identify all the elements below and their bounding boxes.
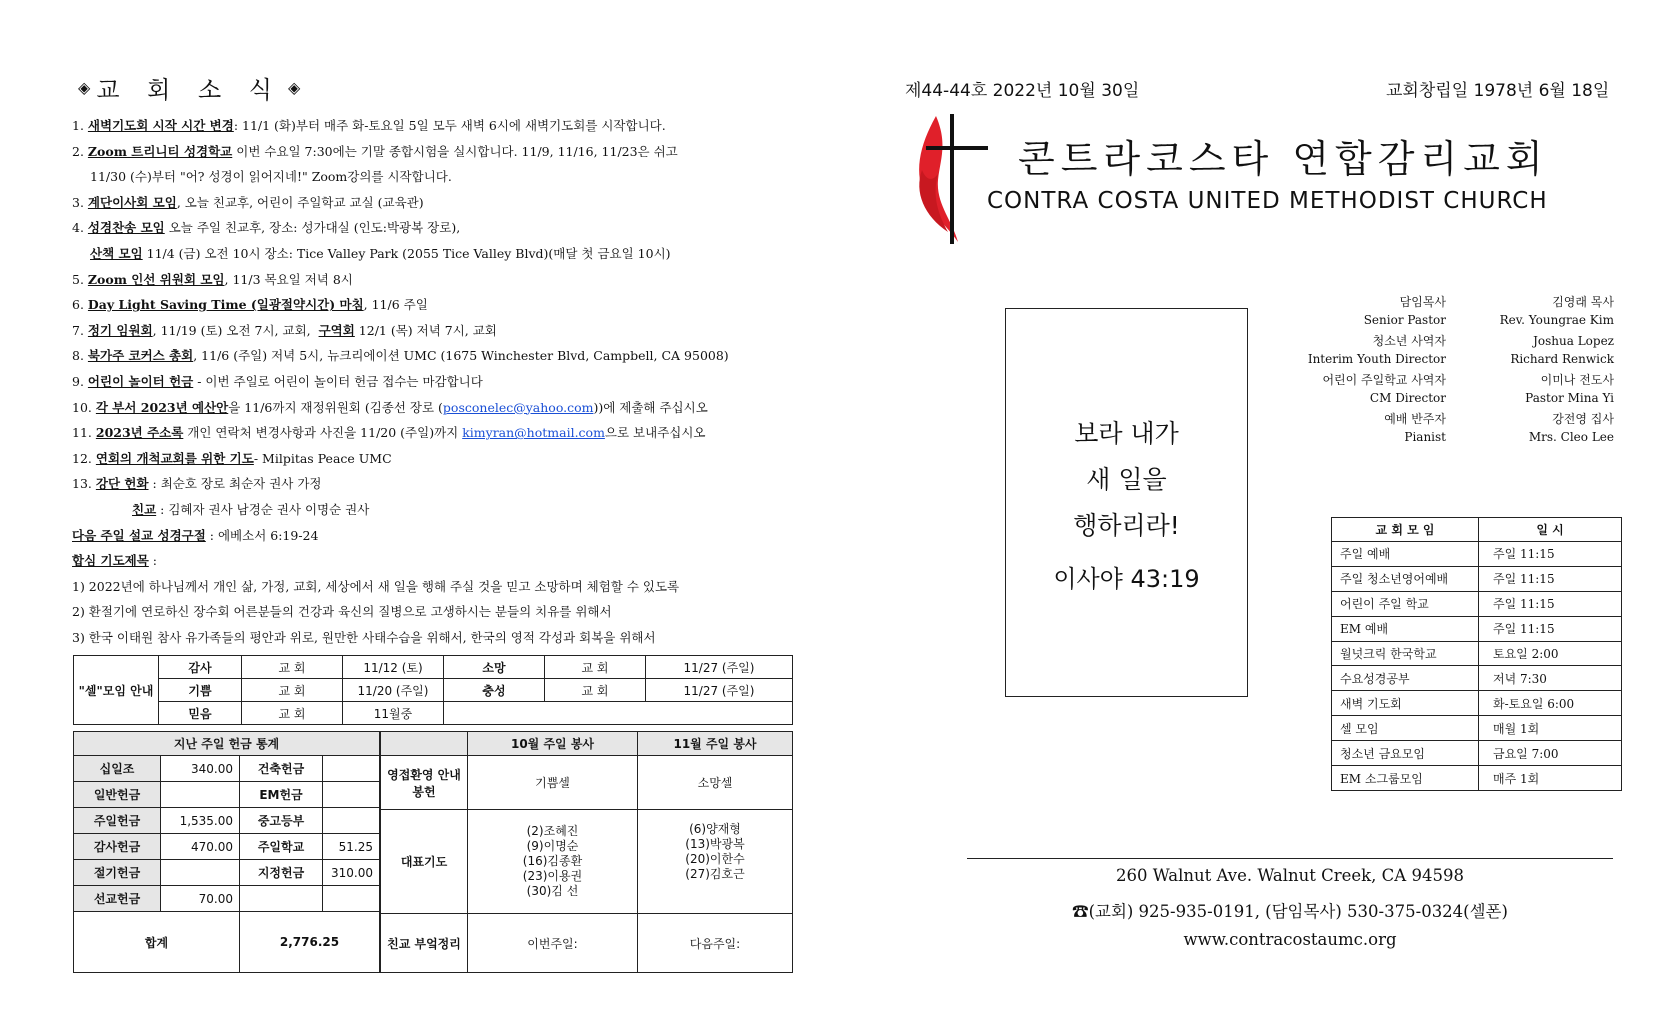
meeting-time: 매주 1회: [1479, 766, 1622, 791]
service-corner: [381, 732, 468, 756]
verse-box: [1005, 308, 1248, 697]
news-item: 합심 기도제목 :: [72, 553, 157, 569]
offering-total-value: 2,776.25: [240, 912, 380, 973]
prayer-item: 1) 2022년에 하나님께서 개인 삶, 가정, 교회, 세상에서 새 일을 행해 주실 것을 믿고 소망하며 체험할 수 있도록: [72, 578, 680, 594]
meeting-time: 주일 11:15: [1479, 566, 1622, 591]
offering-label: 지정헌금: [240, 860, 323, 886]
diamond-icon: ◈: [287, 78, 301, 97]
meeting-name: EM 예배: [1332, 616, 1479, 641]
cell-name: 소망: [444, 656, 545, 679]
service-cell: (6)양재형 (13)박광복 (20)이한수 (27)김호근: [638, 810, 793, 914]
staff-name: 김영래 목사: [1552, 295, 1614, 309]
staff-role: Interim Youth Director: [1307, 351, 1446, 366]
staff-role: Pianist: [1404, 429, 1446, 444]
meeting-time: 금요일 7:00: [1479, 741, 1622, 766]
service-month-header: 11월 주일 봉사: [638, 732, 793, 756]
email-link[interactable]: posconelec@yahoo.com: [442, 399, 594, 415]
cell-name: 믿음: [159, 702, 242, 725]
service-cell: 이번주일:: [468, 914, 638, 973]
offering-label: 절기헌금: [74, 860, 161, 886]
staff-name: Mrs. Cleo Lee: [1528, 429, 1614, 444]
offering-label: EM헌금: [240, 782, 323, 808]
cell-place: 교 회: [242, 702, 343, 725]
news-item: 13. 강단 헌화 : 최순호 장로 최순자 권사 가정: [72, 476, 322, 492]
news-item: 12. 연회의 개척교회를 위한 기도- Milpitas Peace UMC: [72, 450, 392, 466]
offering-value: [323, 886, 380, 912]
meeting-name: 청소년 금요모임: [1332, 741, 1479, 766]
issue-number: 제44-44호 2022년 10월 30일: [905, 81, 1140, 101]
church-address: 260 Walnut Ave. Walnut Creek, CA 94598: [1116, 866, 1464, 885]
service-cell: 소망셀: [638, 756, 793, 810]
meeting-name: 수요성경공부: [1332, 666, 1479, 691]
email-link[interactable]: kimyran@hotmail.com: [462, 425, 605, 441]
cell-place: 교 회: [242, 656, 343, 679]
meeting-time: 토요일 2:00: [1479, 641, 1622, 666]
cell-place: 교 회: [545, 679, 646, 702]
news-item: 8. 북가주 코커스 총회, 11/6 (주일) 저녁 5시, 뉴크리에이션 UMC (1675 Winchester Blvd, Campbell, CA 95008): [72, 348, 729, 364]
meeting-name: 주일 청소년영어예배: [1332, 566, 1479, 591]
staff-names: [1470, 294, 1614, 446]
news-item: 11. 2023년 주소록 개인 연락처 변경사항과 사진을 11/20 (주일)까지 kimyran@hotmail.com으로 보내주십시오: [72, 425, 706, 441]
offering-label: 중고등부: [240, 808, 323, 834]
offering-label: [240, 886, 323, 912]
verse-line: 보라 내가: [1074, 419, 1179, 448]
news-title: 교 회 소 식: [96, 76, 282, 104]
service-cell: (2)조혜진 (9)이명순 (16)김종환 (23)이용권 (30)김 선: [468, 810, 638, 914]
staff-role: CM Director: [1369, 390, 1446, 405]
church-name-english: CONTRA COSTA UNITED METHODIST CHURCH: [987, 188, 1548, 214]
service-cell: 기쁨셀: [468, 756, 638, 810]
meeting-name: 어린이 주일 학교: [1332, 591, 1479, 616]
cell-name: 기쁨: [159, 679, 242, 702]
cell-date: 11/27 (주일): [646, 679, 793, 702]
news-item: 7. 정기 임원회, 11/19 (토) 오전 7시, 교회, 구역회 12/1 (목) 저녁 7시, 교회: [72, 322, 497, 338]
verse-line: 행하리라!: [1073, 511, 1180, 540]
staff-name: Pastor Mina Yi: [1525, 390, 1614, 405]
news-item: 2. Zoom 트리니티 성경학교 이번 수요일 7:30에는 기말 종합시험을 실시합니다. 11/9, 11/16, 11/23은 쉬고: [72, 143, 678, 159]
service-month-header: 10월 주일 봉사: [468, 732, 638, 756]
news-item: 10. 각 부서 2023년 예산안을 11/6까지 재정위원회 (김종선 장로 (posconelec@yahoo.com))에 제출해 주십시오: [72, 399, 708, 415]
news-item: 9. 어린이 놀이터 헌금 - 이번 주일로 어린이 놀이터 헌금 접수는 마감합니다: [72, 373, 483, 389]
cross-flame-icon: [908, 108, 1000, 248]
offering-label: 선교헌금: [74, 886, 161, 912]
church-news: [72, 70, 792, 650]
news-item: 산책 모임 11/4 (금) 오전 10시 장소: Tice Valley Park (2055 Tice Valley Blvd)(매달 첫 금요일 10시): [90, 245, 671, 261]
cell-empty: [444, 702, 793, 725]
news-item: 다음 주일 설교 성경구절 : 에베소서 6:19-24: [72, 527, 319, 543]
prayer-item: 3) 한국 이태원 참사 유가족들의 평안과 위로, 원만한 사태수습을 위해서, 한국의 영적 각성과 회복을 위해서: [72, 629, 656, 645]
founded-date: 교회창립일 1978년 6월 18일: [1386, 81, 1610, 101]
staff-name: Rev. Youngrae Kim: [1499, 312, 1614, 327]
meetings-header: 교 회 모 임: [1332, 518, 1479, 542]
offering-value: 1,535.00: [161, 808, 240, 834]
meetings-header: 일 시: [1479, 518, 1622, 542]
staff-role: Senior Pastor: [1363, 312, 1446, 327]
news-item: 11/30 (수)부터 "어? 성경이 읽어지네!" Zoom강의를 시작합니다.: [90, 169, 452, 185]
meetings-table: [1331, 517, 1622, 791]
staff-name: 이미나 전도사: [1540, 373, 1614, 387]
meeting-name: 주일 예배: [1332, 542, 1479, 567]
meeting-time: 주일 11:15: [1479, 591, 1622, 616]
cell-date: 11/20 (주일): [343, 679, 444, 702]
church-website[interactable]: www.contracostaumc.org: [1183, 930, 1397, 949]
news-item: 친교 : 김혜자 권사 남경순 권사 이명순 권사: [132, 501, 370, 517]
meeting-time: 저녁 7:30: [1479, 666, 1622, 691]
meeting-time: 화-토요일 6:00: [1479, 691, 1622, 716]
cell-date: 11/27 (주일): [646, 656, 793, 679]
offering-value: 340.00: [161, 756, 240, 782]
cell-place: 교 회: [545, 656, 646, 679]
service-role: 영접환영 안내봉헌: [381, 756, 468, 810]
news-item: 1. 새벽기도회 시작 시간 변경: 11/1 (화)부터 매주 화-토요일 5일 모두 새벽 6시에 새벽기도회를 시작합니다.: [72, 118, 666, 133]
cell-date: 11월중: [343, 702, 444, 725]
meeting-time: 주일 11:15: [1479, 616, 1622, 641]
church-phone: ☎(교회) 925-935-0191, (담임목사) 530-375-0324(셀폰): [1072, 902, 1508, 921]
verse-reference: 이사야 43:19: [1053, 565, 1200, 593]
church-name-korean: 콘트라코스타 연합감리교회: [1018, 137, 1549, 181]
offering-label: 건축헌금: [240, 756, 323, 782]
diamond-icon: ◈: [78, 78, 91, 97]
cell-label: "셀"모임 안내: [74, 656, 159, 725]
offering-label: 주일학교: [240, 834, 323, 860]
staff-role: 예배 반주자: [1384, 412, 1446, 426]
offering-label: 십일조: [74, 756, 161, 782]
offering-table: [73, 731, 380, 973]
meeting-name: 월넛크릭 한국학교: [1332, 641, 1479, 666]
offering-label: 감사헌금: [74, 834, 161, 860]
cell-date: 11/12 (토): [343, 656, 444, 679]
cell-name: 충성: [444, 679, 545, 702]
offering-value: 51.25: [323, 834, 380, 860]
offering-value: 70.00: [161, 886, 240, 912]
news-item: 6. Day Light Saving Time (일광절약시간) 마침, 11/6 주일: [72, 297, 428, 313]
cell-name: 감사: [159, 656, 242, 679]
prayer-item: 2) 환절기에 연로하신 장수회 어른분들의 건강과 육신의 질병으로 고생하시는 분들의 치유를 위해서: [72, 604, 612, 620]
footer-divider: [967, 858, 1613, 859]
verse-line: 새 일을: [1086, 465, 1167, 494]
offering-value: [323, 756, 380, 782]
offering-value: 310.00: [323, 860, 380, 886]
meeting-name: 셀 모임: [1332, 716, 1479, 741]
staff-name: Richard Renwick: [1510, 351, 1614, 366]
service-table: [380, 731, 793, 973]
cell-group-table: [73, 655, 793, 725]
meeting-name: 새벽 기도회: [1332, 691, 1479, 716]
staff-role: 담임목사: [1399, 295, 1446, 309]
meeting-time: 주일 11:15: [1479, 542, 1622, 567]
cell-place: 교 회: [242, 679, 343, 702]
news-item: 4. 성경찬송 모임 오늘 주일 친교후, 장소: 성가대실 (인도:박광복 장로),: [72, 220, 461, 236]
meeting-name: EM 소그룹모임: [1332, 766, 1479, 791]
offering-total-label: 합계: [74, 912, 240, 973]
offering-value: [161, 782, 240, 808]
news-item: 5. Zoom 인선 위원회 모임, 11/3 목요일 저녁 8시: [72, 271, 353, 287]
staff-role: 청소년 사역자: [1372, 334, 1446, 348]
staff-name: 강전영 집사: [1552, 412, 1614, 426]
offering-value: 470.00: [161, 834, 240, 860]
news-heading: [72, 70, 792, 105]
service-role: 대표기도: [381, 810, 468, 914]
meeting-time: 매월 1회: [1479, 716, 1622, 741]
offering-value: [161, 860, 240, 886]
service-cell: 다음주일:: [638, 914, 793, 973]
offering-label: 일반헌금: [74, 782, 161, 808]
staff-name: Joshua Lopez: [1533, 334, 1614, 348]
offering-header: 지난 주일 헌금 통계: [74, 732, 380, 756]
service-role: 친교 부엌정리: [381, 914, 468, 973]
offering-value: [323, 782, 380, 808]
staff-roles: [1270, 294, 1446, 446]
offering-value: [323, 808, 380, 834]
news-item: 3. 계단이사회 모임, 오늘 친교후, 어린이 주일학교 교실 (교육관): [72, 194, 424, 210]
staff-role: 어린이 주일학교 사역자: [1322, 373, 1446, 387]
offering-label: 주일헌금: [74, 808, 161, 834]
